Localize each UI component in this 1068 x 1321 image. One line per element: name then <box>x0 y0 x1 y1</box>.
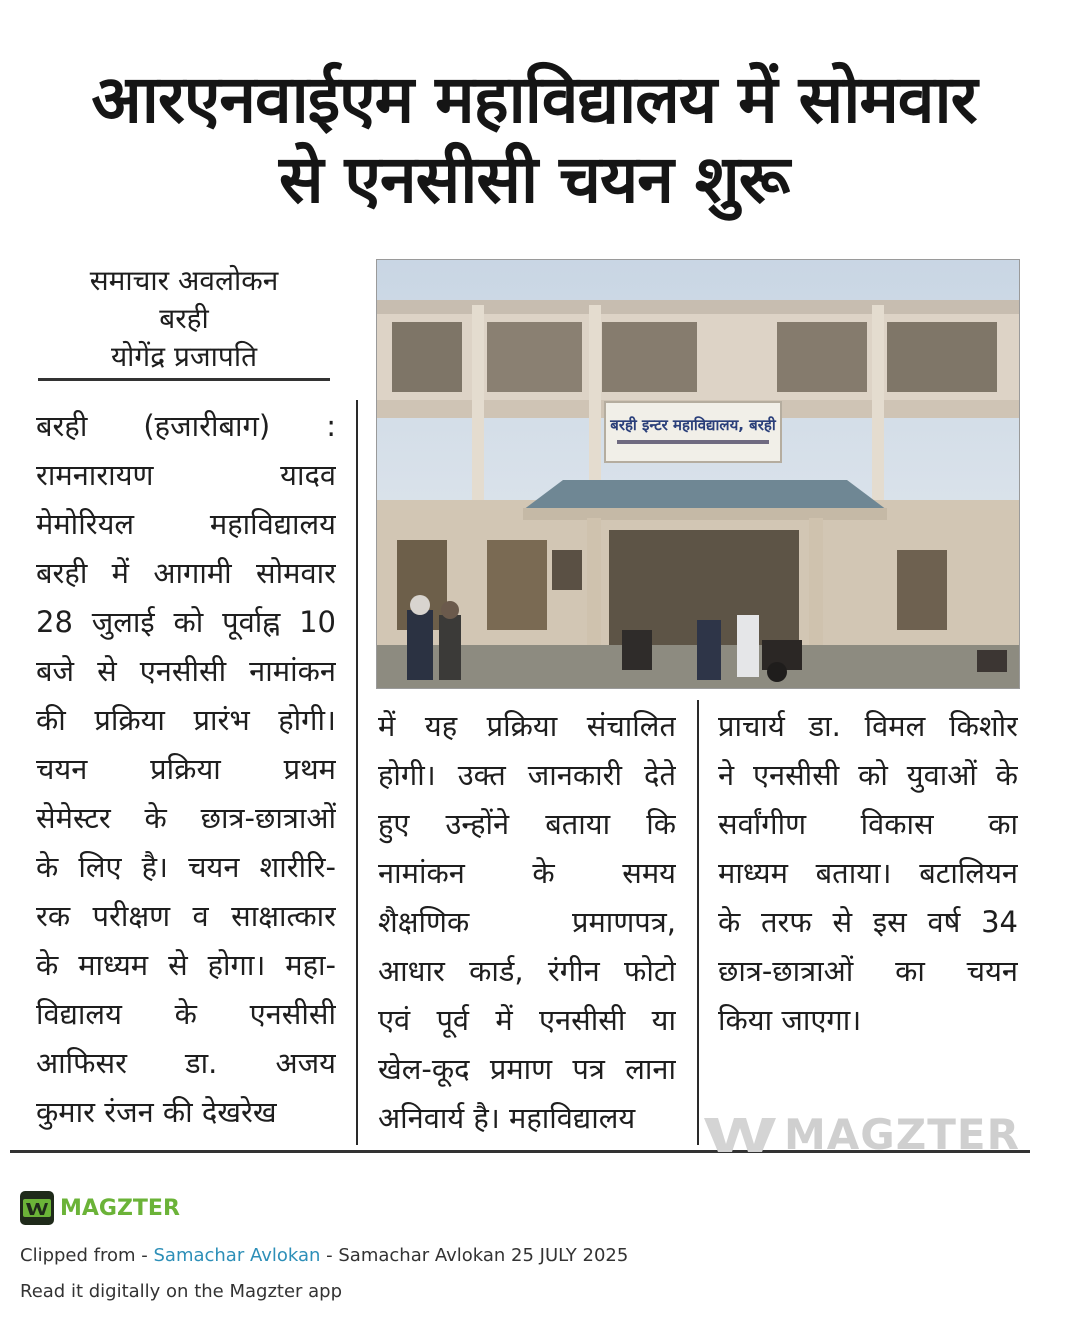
magzter-watermark-icon <box>704 1114 776 1154</box>
byline-rule <box>38 378 330 381</box>
article-text-line: चयन प्रक्रिया प्रथम <box>36 752 336 786</box>
article-text-line: मेमोरियल महाविद्यालय <box>36 507 336 541</box>
article-text-line: की प्रक्रिया प्रारंभ होगी। <box>36 703 336 737</box>
article-text-line: हुए उन्होंने बताया कि <box>378 807 676 841</box>
magzter-watermark <box>704 1108 1048 1160</box>
column-divider-1 <box>356 400 358 1145</box>
article-text-line: माध्यम बताया। बटालियन <box>718 856 1018 890</box>
article-text-line: रामनारायण यादव <box>36 458 336 492</box>
article-text-line: अनिवार्य है। महाविद्यालय <box>378 1101 636 1135</box>
article-text-line: होगी। उक्त जानकारी देते <box>378 758 676 792</box>
article-text-line: के तरफ से इस वर्ष 34 <box>718 905 1018 939</box>
article-text-line: शैक्षणिक प्रमाणपत्र, <box>378 905 676 939</box>
headline-line-2: से एनसीसी चयन शुरू <box>278 141 790 218</box>
article-text-line: एवं पूर्व में एनसीसी या <box>378 1003 676 1037</box>
byline <box>38 262 330 376</box>
article-column-3 <box>718 702 1018 1045</box>
article-column-1 <box>36 402 336 1137</box>
article-text-line: बरही में आगामी सोमवार <box>36 556 336 590</box>
magzter-logo[interactable] <box>20 1191 180 1225</box>
article-text-line: के माध्यम से होगा। महा- <box>36 948 336 982</box>
article-text-line: सर्वांगीण विकास का <box>718 807 1018 841</box>
publication-link[interactable]: Samachar Avlokan <box>153 1245 321 1266</box>
article-column-2 <box>378 702 676 1143</box>
top-edge <box>0 0 1068 12</box>
article-text-line: आधार कार्ड, रंगीन फोटो <box>378 954 676 988</box>
article-text-line: में यह प्रक्रिया संचालित <box>378 709 676 743</box>
clipped-prefix: Clipped from - <box>20 1245 154 1266</box>
article-headline <box>20 60 1048 220</box>
byline-place: बरही <box>159 302 209 335</box>
clipped-from-line <box>20 1245 628 1266</box>
article-text-line: छात्र-छात्राओं का चयन <box>718 954 1018 988</box>
signboard-text: बरही इन्टर महाविद्यालय, बरही <box>610 416 776 434</box>
article-text-line: 28 जुलाई को पूर्वाह्न 10 <box>36 605 336 639</box>
article-text-line: प्राचार्य डा. विमल किशोर <box>718 709 1018 743</box>
watermark-text: MAGZTER <box>784 1109 1020 1159</box>
article-text-line: नामांकन के समय <box>378 856 676 890</box>
article-text-line: रक परीक्षण व साक्षात्कार <box>36 899 336 933</box>
magzter-logo-icon <box>20 1191 54 1225</box>
byline-author: योगेंद्र प्रजापति <box>110 340 258 373</box>
article-text-line: के लिए है। चयन शारीरि- <box>36 850 336 884</box>
article-text-line: कुमार रंजन की देखरेख <box>36 1095 277 1129</box>
column-divider-2 <box>697 700 699 1145</box>
clipped-suffix: - Samachar Avlokan 25 JULY 2025 <box>320 1245 629 1266</box>
article-text-line: किया जाएगा। <box>718 1003 862 1037</box>
college-building-photo <box>376 259 1020 689</box>
article-text-line: बजे से एनसीसी नामांकन <box>36 654 336 688</box>
byline-source: समाचार अवलोकन <box>89 264 279 297</box>
article-text-line: बरही (हजारीबाग) : <box>36 409 336 443</box>
building-illustration <box>377 260 1019 688</box>
read-digitally-line: Read it digitally on the Magzter app <box>20 1281 343 1302</box>
article-text-line: ने एनसीसी को युवाओं के <box>718 758 1018 792</box>
article-text-line: आफिसर डा. अजय <box>36 1046 336 1080</box>
magzter-logo-text: MAGZTER <box>60 1195 180 1221</box>
headline-line-1: आरएनवाईएम महाविद्यालय में सोमवार <box>91 61 977 138</box>
article-text-line: खेल-कूद प्रमाण पत्र लाना <box>378 1052 676 1086</box>
article-text-line: सेमेस्टर के छात्र-छात्राओं <box>36 801 336 835</box>
article-text-line: विद्यालय के एनसीसी <box>36 997 336 1031</box>
